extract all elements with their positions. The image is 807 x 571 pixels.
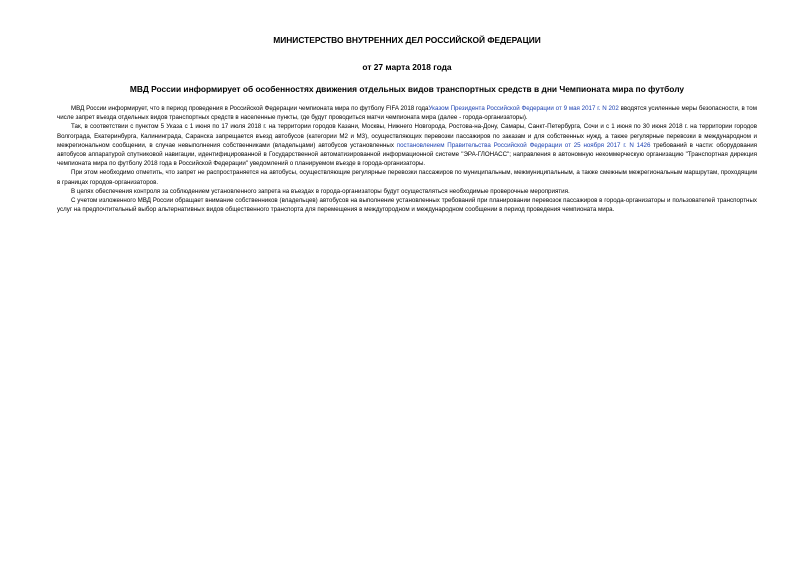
ministry-heading: МИНИСТЕРСТВО ВНУТРЕННИХ ДЕЛ РОССИЙСКОЙ ФЕДЕРАЦИИ — [273, 35, 541, 45]
paragraph-1 — [57, 104, 757, 122]
paragraph-2-text-end: требований в части: оборудования автобусов аппаратурой спутниковой навигации, идентифицированной в Государственной автоматизированной информационной системе "ЭРА-ГЛОНАСС"; направления в автономную некоммерческую организацию "Транспортная дирекция чемпионата мира по футболу 2018 года в Российской Федерации" уведомлений о планируемом въезде в города-организаторы. — [57, 141, 757, 168]
document-title: МВД России информирует об особенностях движения отдельных видов транспортных средств в дни Чемпионата мира по футболу — [129, 84, 685, 94]
paragraph-1-text-end: вводятся усиленные меры безопасности, в том числе запрет въезда отдельных видов транспортных средств в населенные пункты, где будут проводиться матчи чемпионата мира (далее - города-организаторы). — [57, 105, 757, 122]
paragraph-2 — [57, 122, 757, 168]
document-body — [57, 104, 757, 214]
document-page — [57, 30, 757, 214]
paragraph-2-text-start: Так, в соответствии с пунктом 5 Указа с 1 июня по 17 июля 2018 г. на территории городов Казани, Москвы, Нижнего Новгорода, Ростова-на-Дону, Самары, Санкт-Петербурга, Сочи и с 1 июня по 30 июня 2018 г. на территории городов Волгограда, Екатеринбурга, Калининграда, Саранска запрещается въезд автобусов (категории М2 и М3), осуществляющих перевозки пассажиров по заказам и для собственных нужд, а также регулярные перевозки в международном и межрегиональном сообщении, в случае невыполнения собственниками (владельцами) автобусов установленных — [57, 123, 757, 149]
document-date: от 27 марта 2018 года — [362, 62, 452, 72]
presidential-decree-link[interactable]: Указом Президента Российской Федерации от 9 мая 2017 г. N 202 — [428, 105, 619, 112]
paragraph-1-text-start: МВД России информирует, что в период проведения в Российской Федерации чемпионата мира по футболу FIFA 2018 года — [71, 105, 429, 112]
paragraph-4: В целях обеспечения контроля за соблюдением установленного запрета на въездах в города-организаторы будут осуществляться необходимые проверочные мероприятия. — [71, 187, 570, 195]
government-resolution-link[interactable]: постановлением Правительства Российской Федерации от 25 ноября 2017 г. N 1426 — [396, 141, 651, 149]
paragraph-3: При этом необходимо отметить, что запрет не распространяется на автобусы, осуществляющие регулярные перевозки пассажиров по муниципальным, межмуниципальным, а также смежным межрегиональным маршрутам, проходящим в границах городов-организаторов. — [57, 169, 757, 186]
paragraph-5: С учетом изложенного МВД России обращает внимание собственников (владельцев) автобусов на выполнение установленных требований при планировании перевозок пассажиров в города-организаторы и пользователей транспортных услуг на предпочтительный выбор альтернативных видов общественного транспорта для перемещения в междугородном и международном сообщении в период проведения чемпионата мира. — [57, 197, 757, 214]
